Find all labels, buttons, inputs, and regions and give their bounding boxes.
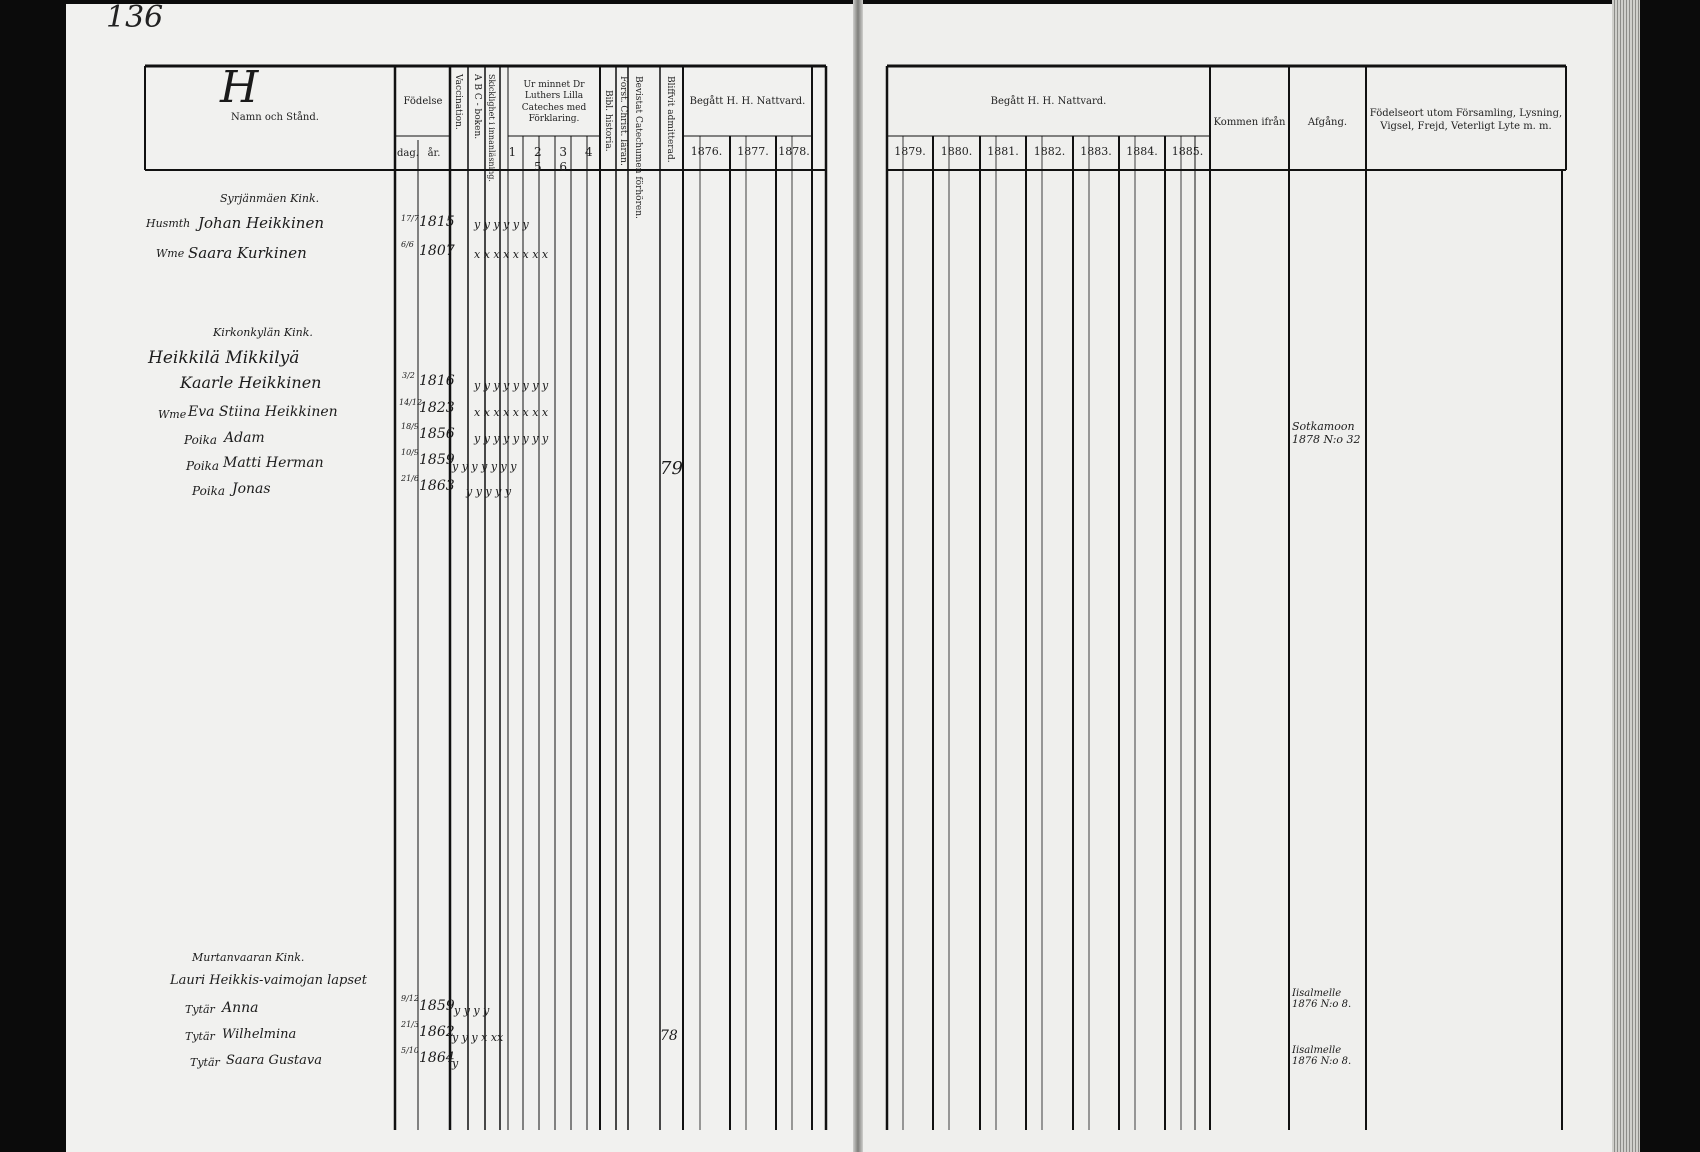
row-role: Poika [192,484,226,498]
section-title-2: Kirkonkylän Kink. [213,326,313,339]
row-marks: y y y y y y [474,218,529,231]
departure-note: Iisalmelle 1876 N:o 8. [1292,988,1352,1010]
row-day: 6/6 [401,240,414,249]
row-day: 14/12 [399,398,423,407]
row-year: 1815 [419,214,455,230]
row-year: 1864 [419,1050,455,1066]
row-year: 1859 [419,452,455,468]
header-year-1884: 1884. [1126,145,1158,158]
header-birth: Födelse [403,96,443,107]
section-heading-3: Lauri Heikkis-vaimojan lapset [170,973,367,988]
row-marks: y y y y y [466,485,512,498]
row-role: Wme [158,408,187,421]
header-abc: A B C - boken. [472,74,482,140]
row-marks: y y y y y y y y [474,432,549,445]
row-name: Saara Kurkinen [188,244,307,262]
departure-note: Sotkamoon 1878 N:o 32 [1292,420,1361,446]
row-role: Tytär [185,1003,215,1016]
row-year: 1807 [419,243,455,259]
row-name: Adam [224,430,265,446]
row-name: Anna [222,1000,259,1016]
row-name: Matti Herman [223,455,324,471]
row-day: 18/9 [401,422,419,431]
header-came-from: Kommen ifrån [1213,117,1286,128]
header-vaccination: Vaccination. [453,74,463,130]
row-day: 5/10 [401,1046,419,1055]
row-year: 1856 [419,426,455,442]
header-catechumen: Bevistat Catechumen förhören. [633,76,643,219]
row-marks: x x x x x x x x [474,406,549,419]
admitted-number: 79 [660,458,683,479]
admitted-number: 78 [660,1028,678,1044]
row-role: Husmth [146,217,191,230]
row-role: Poika [184,433,218,447]
departure-note: Iisalmelle 1876 N:o 8. [1292,1045,1352,1067]
header-year-1883: 1883. [1080,145,1112,158]
row-day: 17/7 [401,214,419,223]
row-name: Eva Stiina Heikkinen [188,404,338,420]
row-role: Tytär [190,1056,220,1069]
header-remarks: Födelseort utom Församling, Lysning, Vigsel, Frejd, Veterligt Lyte m. m. [1369,108,1563,132]
header-name: Namn och Stånd. [231,112,319,123]
row-name: Wilhelmina [222,1027,297,1042]
header-departure: Afgång. [1307,117,1348,128]
row-year: 1862 [419,1024,455,1040]
row-marks: y [452,1057,459,1070]
row-name: Jonas [232,481,271,497]
header-communion-right: Begått H. H. Nattvard. [990,96,1107,107]
header-catechism: Ur minnet Dr Luthers Lilla Cateches med Förklaring. [521,80,587,124]
header-catechism-cols: 1 2 3 4 5 6 [508,145,600,174]
row-role: Poika [186,459,220,473]
row-name: Johan Heikkinen [198,214,325,232]
row-role: Wme [156,247,185,260]
header-year-1879: 1879. [894,145,926,158]
row-day: 21/6 [401,474,419,483]
header-communion-left: Begått H. H. Nattvard. [689,96,806,107]
row-year: 1816 [419,373,455,389]
section-title-3: Murtanvaaran Kink. [192,951,305,964]
row-day: 10/9 [401,448,419,457]
header-year-1880: 1880. [940,145,973,158]
row-day: 9/12 [401,994,419,1003]
row-marks: y y y y y y y y [474,379,549,392]
row-role: Tytär [185,1030,215,1043]
header-bible-history: Bibl. historia. [603,90,613,152]
row-marks: x x x x x x x x [474,248,549,261]
section-heading-2: Heikkilä Mikkilyä [148,348,300,368]
header-year-1876: 1876. [690,145,723,158]
row-marks: y y y y y y y [452,460,517,473]
header-year-1877: 1877. [737,145,769,158]
row-name: Kaarle Heikkinen [180,373,322,392]
header-admitted: Bliffvit admitterad. [665,76,675,163]
row-marks: y y y y [454,1004,490,1017]
row-day: 3/2 [402,371,415,380]
page-number: 136 [106,0,164,35]
header-birth-day: dag. [397,148,419,159]
header-christian: Forst. Christ. läran. [618,76,628,166]
header-reading: Skicklighet i innanläsning. [487,74,496,182]
header-year-1878: 1878. [778,145,810,158]
row-name: Saara Gustava [226,1053,323,1068]
register-letter: H [220,62,259,113]
row-year: 1863 [419,478,455,494]
header-year-1882: 1882. [1033,145,1066,158]
header-birth-year: år. [427,148,441,159]
section-title-1: Syrjänmäen Kink. [220,192,320,205]
row-marks: y y y x xx [452,1031,504,1044]
row-year: 1859 [419,998,455,1014]
header-year-1881: 1881. [987,145,1019,158]
row-year: 1823 [419,400,455,416]
header-year-1885: 1885. [1171,145,1204,158]
row-day: 21/3 [401,1020,419,1029]
